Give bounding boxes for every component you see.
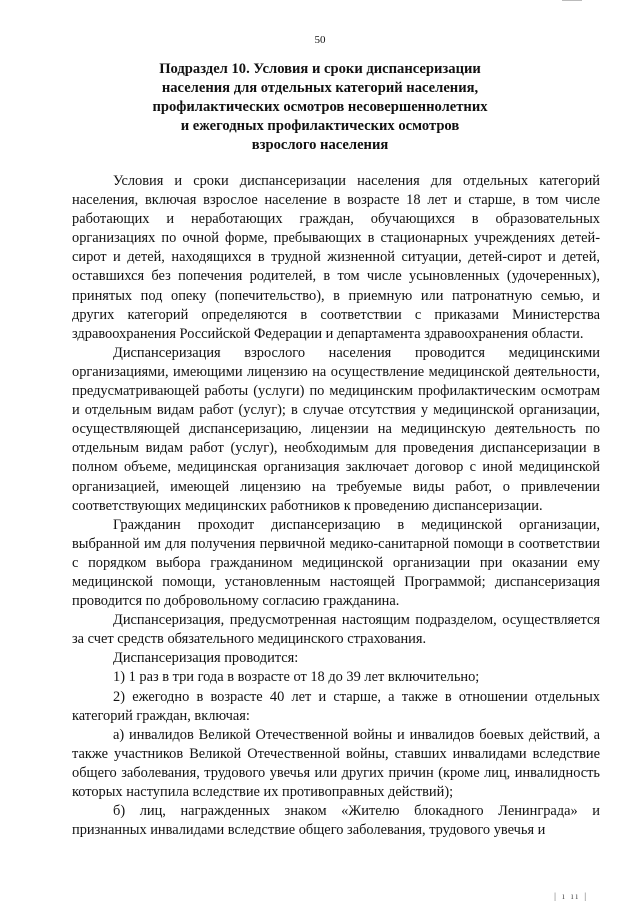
paragraph-conducted: Диспансеризация проводится: [113,650,299,667]
heading-line: Подраздел 10. Условия и сроки диспансеризации [159,61,481,77]
heading-line: и ежегодных профилактических осмотров [180,118,460,134]
heading-line: населения для отдельных категорий населения, [161,80,479,96]
paragraph-funding: Диспансеризация, предусмотренная настоящим подразделом, осуществляется за счет средств обязательного медицинского страхования. [72,612,600,648]
page-number: 50 [314,34,326,46]
list-item-a: а) инвалидов Великой Отечественной войны и инвалидов боевых действий, а также участников Великой Отечественной войны, ставших инвалидами вследствие общего заболевания, трудового увечья или других причин (кроме лиц, инвалидность которых наступила вследствие их противоправных действий); [72,726,600,800]
footer-mark: | ı ıı | [554,891,588,901]
section-heading [120,60,520,155]
list-item-b: б) лиц, награжденных знаком «Жителю блокадного Ленинграда» и признанных инвалидами вследствие общего заболевания, трудового увечья и [72,803,600,839]
scan-edge-mark [562,0,582,4]
body-text [72,172,600,840]
heading-line: взрослого населения [251,137,389,153]
heading-line: профилактических осмотров несовершеннолетних [152,99,488,115]
list-item-1: 1) 1 раз в три года в возрасте от 18 до 39 лет включительно; [113,669,480,686]
paragraph-citizen: Гражданин проходит диспансеризацию в медицинской организации, выбранной им для получения первичной медико-санитарной помощи в соответствии с порядком выбора гражданином медицинской организации при оказании ему медицинской помощи, установленным настоящей Программой; диспансеризация проводится по добровольному согласию гражданина. [72,516,600,610]
list-item-2: 2) ежегодно в возрасте 40 лет и старше, а также в отношении отдельных категорий граждан, включая: [72,688,600,724]
paragraph-conditions: Условия и сроки диспансеризации населения для отдельных категорий населения, включая взрослое население в возрасте 18 лет и старше, в том числе работающих и неработающих граждан, обучающихся в образовательных организациях по очной форме, пребывающих в стационарных учреждениях детей-сирот и детей, находящихся в трудной жизненной ситуации, детей-сирот и детей, оставшихся без попечения родителей, в том числе усыновленных (удочеренных), принятых под опеку (попечительство), в приемную или патронатную семью, и других категорий определяются в соответствии с приказами Министерства здравоохранения Российской Федерации и департамента здравоохранения области. [72,173,600,342]
paragraph-organizations: Диспансеризация взрослого населения проводится медицинскими организациями, имеющими лицензию на осуществление медицинской деятельности, предусматривающей работы (услуги) по медицинским профилактическим осмотрам и отдельным видам работ (услуг); в случае отсутствия у медицинской организации, осуществляющей диспансеризацию, лицензии на медицинскую деятельность по отдельным видам работ (услуг), необходимым для проведения диспансеризации в полном объеме, медицинская организация заключает договор с иной медицинской организацией, имеющей лицензию на требуемые виды работ, о привлечении соответствующих медицинских работников к проведению диспансеризации. [72,344,600,514]
